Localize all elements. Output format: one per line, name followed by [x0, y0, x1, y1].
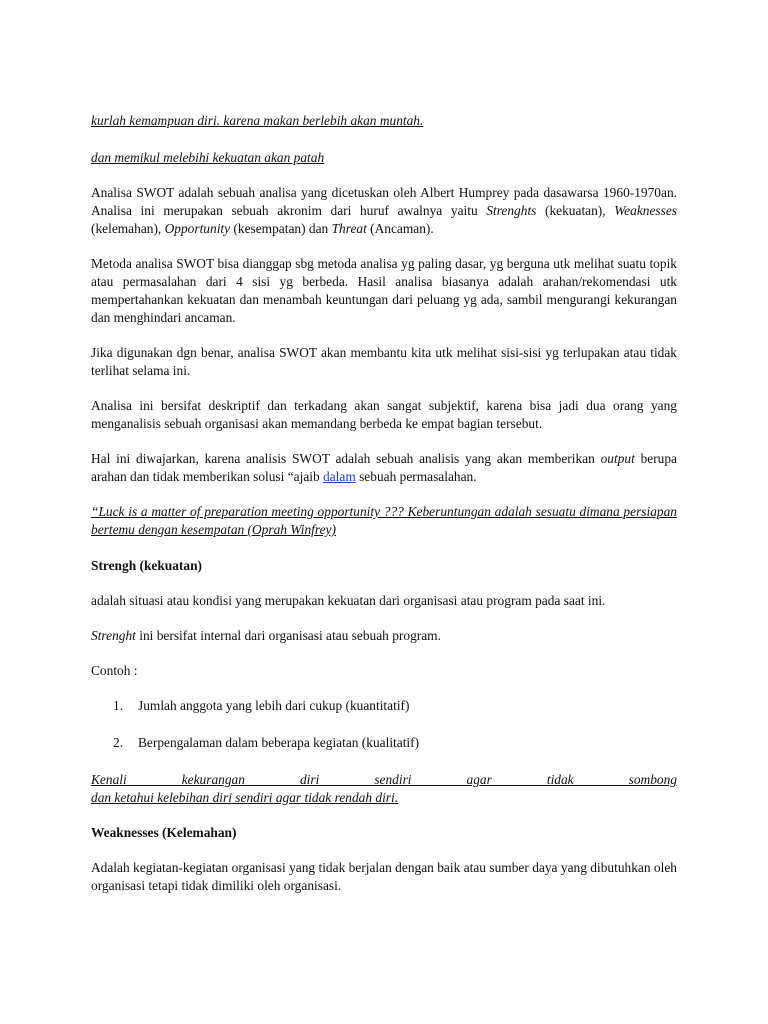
- para1-text-3: (kelemahan),: [91, 221, 165, 236]
- paragraph-swot-method: Metoda analisa SWOT bisa dianggap sbg metoda analisa yg paling dasar, yg berguna utk melihat suatu topik atau permasalahan dari 4 sisi yg berbeda. Hasil analisa biasanya adalah arahan/rekomendasi utk mempertahankan kekuatan dan menambah keuntungan dari peluang yg ada, sambil mengurangi kekurangan dan menghindari ancaman.: [91, 256, 677, 325]
- term-threat: Threat: [331, 221, 367, 236]
- quote-luck: [91, 503, 677, 539]
- para5-text-2: berupa arahan dan tidak memberikan solusi “ajaib: [91, 451, 677, 484]
- paragraph-strengh-definition: adalah situasi atau kondisi yang merupakan kekuatan dari organisasi atau program pada saat ini.: [91, 593, 606, 608]
- quote-top-line2: [91, 149, 677, 167]
- term-opportunity: Opportunity: [164, 221, 231, 236]
- paragraph-weaknesses-definition: Adalah kegiatan-kegiatan organisasi yang tidak berjalan dengan baik atau sumber daya yang dibutuhkan oleh organisasi tetapi tidak dimiliki oleh organisasi.: [91, 860, 677, 893]
- list-item-text: Berpengalaman dalam beberapa kegiatan (kualitatif): [138, 735, 420, 750]
- paragraph-swot-usage: Jika digunakan dgn benar, analisa SWOT akan membantu kita utk melihat sisi-sisi yg terlupakan atau tidak terlihat selama ini.: [91, 345, 677, 378]
- quote-top-line2-text: dan memikul melebihi kekuatan akan patah: [91, 150, 325, 165]
- term-strenghts: Strenghts: [486, 203, 537, 218]
- strenght-internal-text: ini bersifat internal dari organisasi atau sebuah program.: [135, 628, 441, 643]
- heading-strengh: Strengh (kekuatan): [91, 558, 202, 573]
- list-item-text: Jumlah anggota yang lebih dari cukup (kuantitatif): [138, 698, 410, 713]
- heading-weaknesses: Weaknesses (Kelemahan): [91, 825, 237, 840]
- quote-kenali-line1: Kenali kekurangan diri sendiri agar tidak sombong: [91, 772, 677, 787]
- list-item: [91, 697, 677, 715]
- para5-text-1: Hal ini diwajarkan, karena analisis SWOT adalah sebuah analisis yang akan memberikan: [91, 451, 601, 466]
- quote-kenali-line2: dan ketahui kelebihan diri sendiri agar tidak rendah diri.: [91, 790, 399, 805]
- para1-text-1: Analisa SWOT adalah sebuah analisa yang dicetuskan oleh Albert Humprey pada dasawarsa 1960-1970an. Analisa ini merupakan sebuah akronim dari huruf awalnya yaitu: [91, 185, 677, 218]
- list-item-number: 2.: [113, 735, 124, 750]
- quote-top-line1-text: kurlah kemampuan diri. karena makan berlebih akan muntah.: [91, 113, 424, 128]
- contoh-label: Contoh :: [91, 663, 138, 678]
- para1-text-5: (Ancaman).: [366, 221, 434, 236]
- list-item-number: 1.: [113, 698, 124, 713]
- term-strenght: Strenght: [91, 628, 136, 643]
- paragraph-swot-output: [91, 450, 677, 486]
- paragraph-swot-intro: [91, 184, 677, 238]
- paragraph-swot-descriptive: Analisa ini bersifat deskriptif dan terkadang akan sangat subjektif, karena bisa jadi dua orang yang menganalisis sebuah organisasi akan memandang berbeda ke empat bagian tersebut.: [91, 398, 677, 431]
- quote-kenali: [91, 771, 677, 807]
- quote-luck-text: “Luck is a matter of preparation meeting opportunity ??? Keberuntungan adalah sesuatu dimana persiapan bertemu dengan kesempatan (Oprah Winfrey): [91, 504, 677, 537]
- list-item: [91, 734, 677, 752]
- para1-text-4: (kesempatan) dan: [230, 221, 332, 236]
- strengh-example-list: [91, 697, 677, 752]
- para1-text-2: (kekuatan),: [536, 203, 615, 218]
- quote-top-line1: [91, 112, 677, 130]
- para5-text-3: sebuah permasalahan.: [355, 469, 477, 484]
- term-output: output: [600, 451, 635, 466]
- term-weaknesses: Weaknesses: [614, 203, 677, 218]
- paragraph-strenght-internal: [91, 627, 677, 645]
- dalam-link[interactable]: dalam: [323, 469, 356, 484]
